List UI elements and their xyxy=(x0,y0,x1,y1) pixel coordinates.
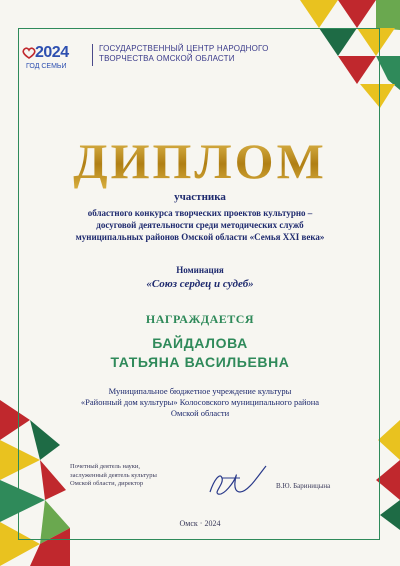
heart-icon xyxy=(22,46,36,60)
participant-label: участника xyxy=(174,191,226,203)
recipient-surname: БАЙДАЛОВА xyxy=(152,335,248,351)
recipient-name xyxy=(20,334,380,372)
institution xyxy=(20,386,380,419)
contest-description xyxy=(20,207,380,243)
contest-line: областного конкурса творческих проектов культурно – xyxy=(87,208,313,218)
institution-line: Омской области xyxy=(170,408,230,418)
recipient-given-names: ТАТЬЯНА ВАСИЛЬЕВНА xyxy=(110,354,290,370)
diploma-title: ДИПЛОМ xyxy=(0,132,400,190)
organization-line: ГОСУДАРСТВЕННЫЙ ЦЕНТР НАРОДНОГО xyxy=(99,44,269,53)
nomination-label: Номинация xyxy=(176,265,224,275)
signatory-position xyxy=(70,463,157,489)
logo-subtitle: ГОД СЕМЬИ xyxy=(26,63,67,70)
organization-line: ТВОРЧЕСТВА ОМСКОЙ ОБЛАСТИ xyxy=(99,54,235,63)
nomination-value: «Союз сердец и судеб» xyxy=(146,278,254,290)
contest-line: муниципальных районов Омской области «Семья XXI века» xyxy=(75,232,325,242)
city-year: Омск · 2024 xyxy=(179,519,221,528)
institution-line: Муниципальное бюджетное учреждение культуры xyxy=(108,386,292,396)
signatory-position-line: Почетный деятель науки, xyxy=(70,463,141,470)
signatory-position-line: Омской области, директор xyxy=(70,480,144,487)
handwritten-signature xyxy=(200,462,270,500)
year-of-family-logo xyxy=(22,44,82,78)
organization-name xyxy=(92,44,282,66)
awarded-label: НАГРАЖДАЕТСЯ xyxy=(145,312,255,326)
contest-line: досуговой деятельности среди методических служб xyxy=(96,220,304,230)
signatory-name: В.Ю. Бариницына xyxy=(276,482,331,490)
institution-line: «Районный дом культуры» Колосовского муниципального района xyxy=(80,397,320,407)
signatory-position-line: заслуженный деятель культуры xyxy=(70,471,157,479)
logo-year: 2024 xyxy=(35,44,69,61)
